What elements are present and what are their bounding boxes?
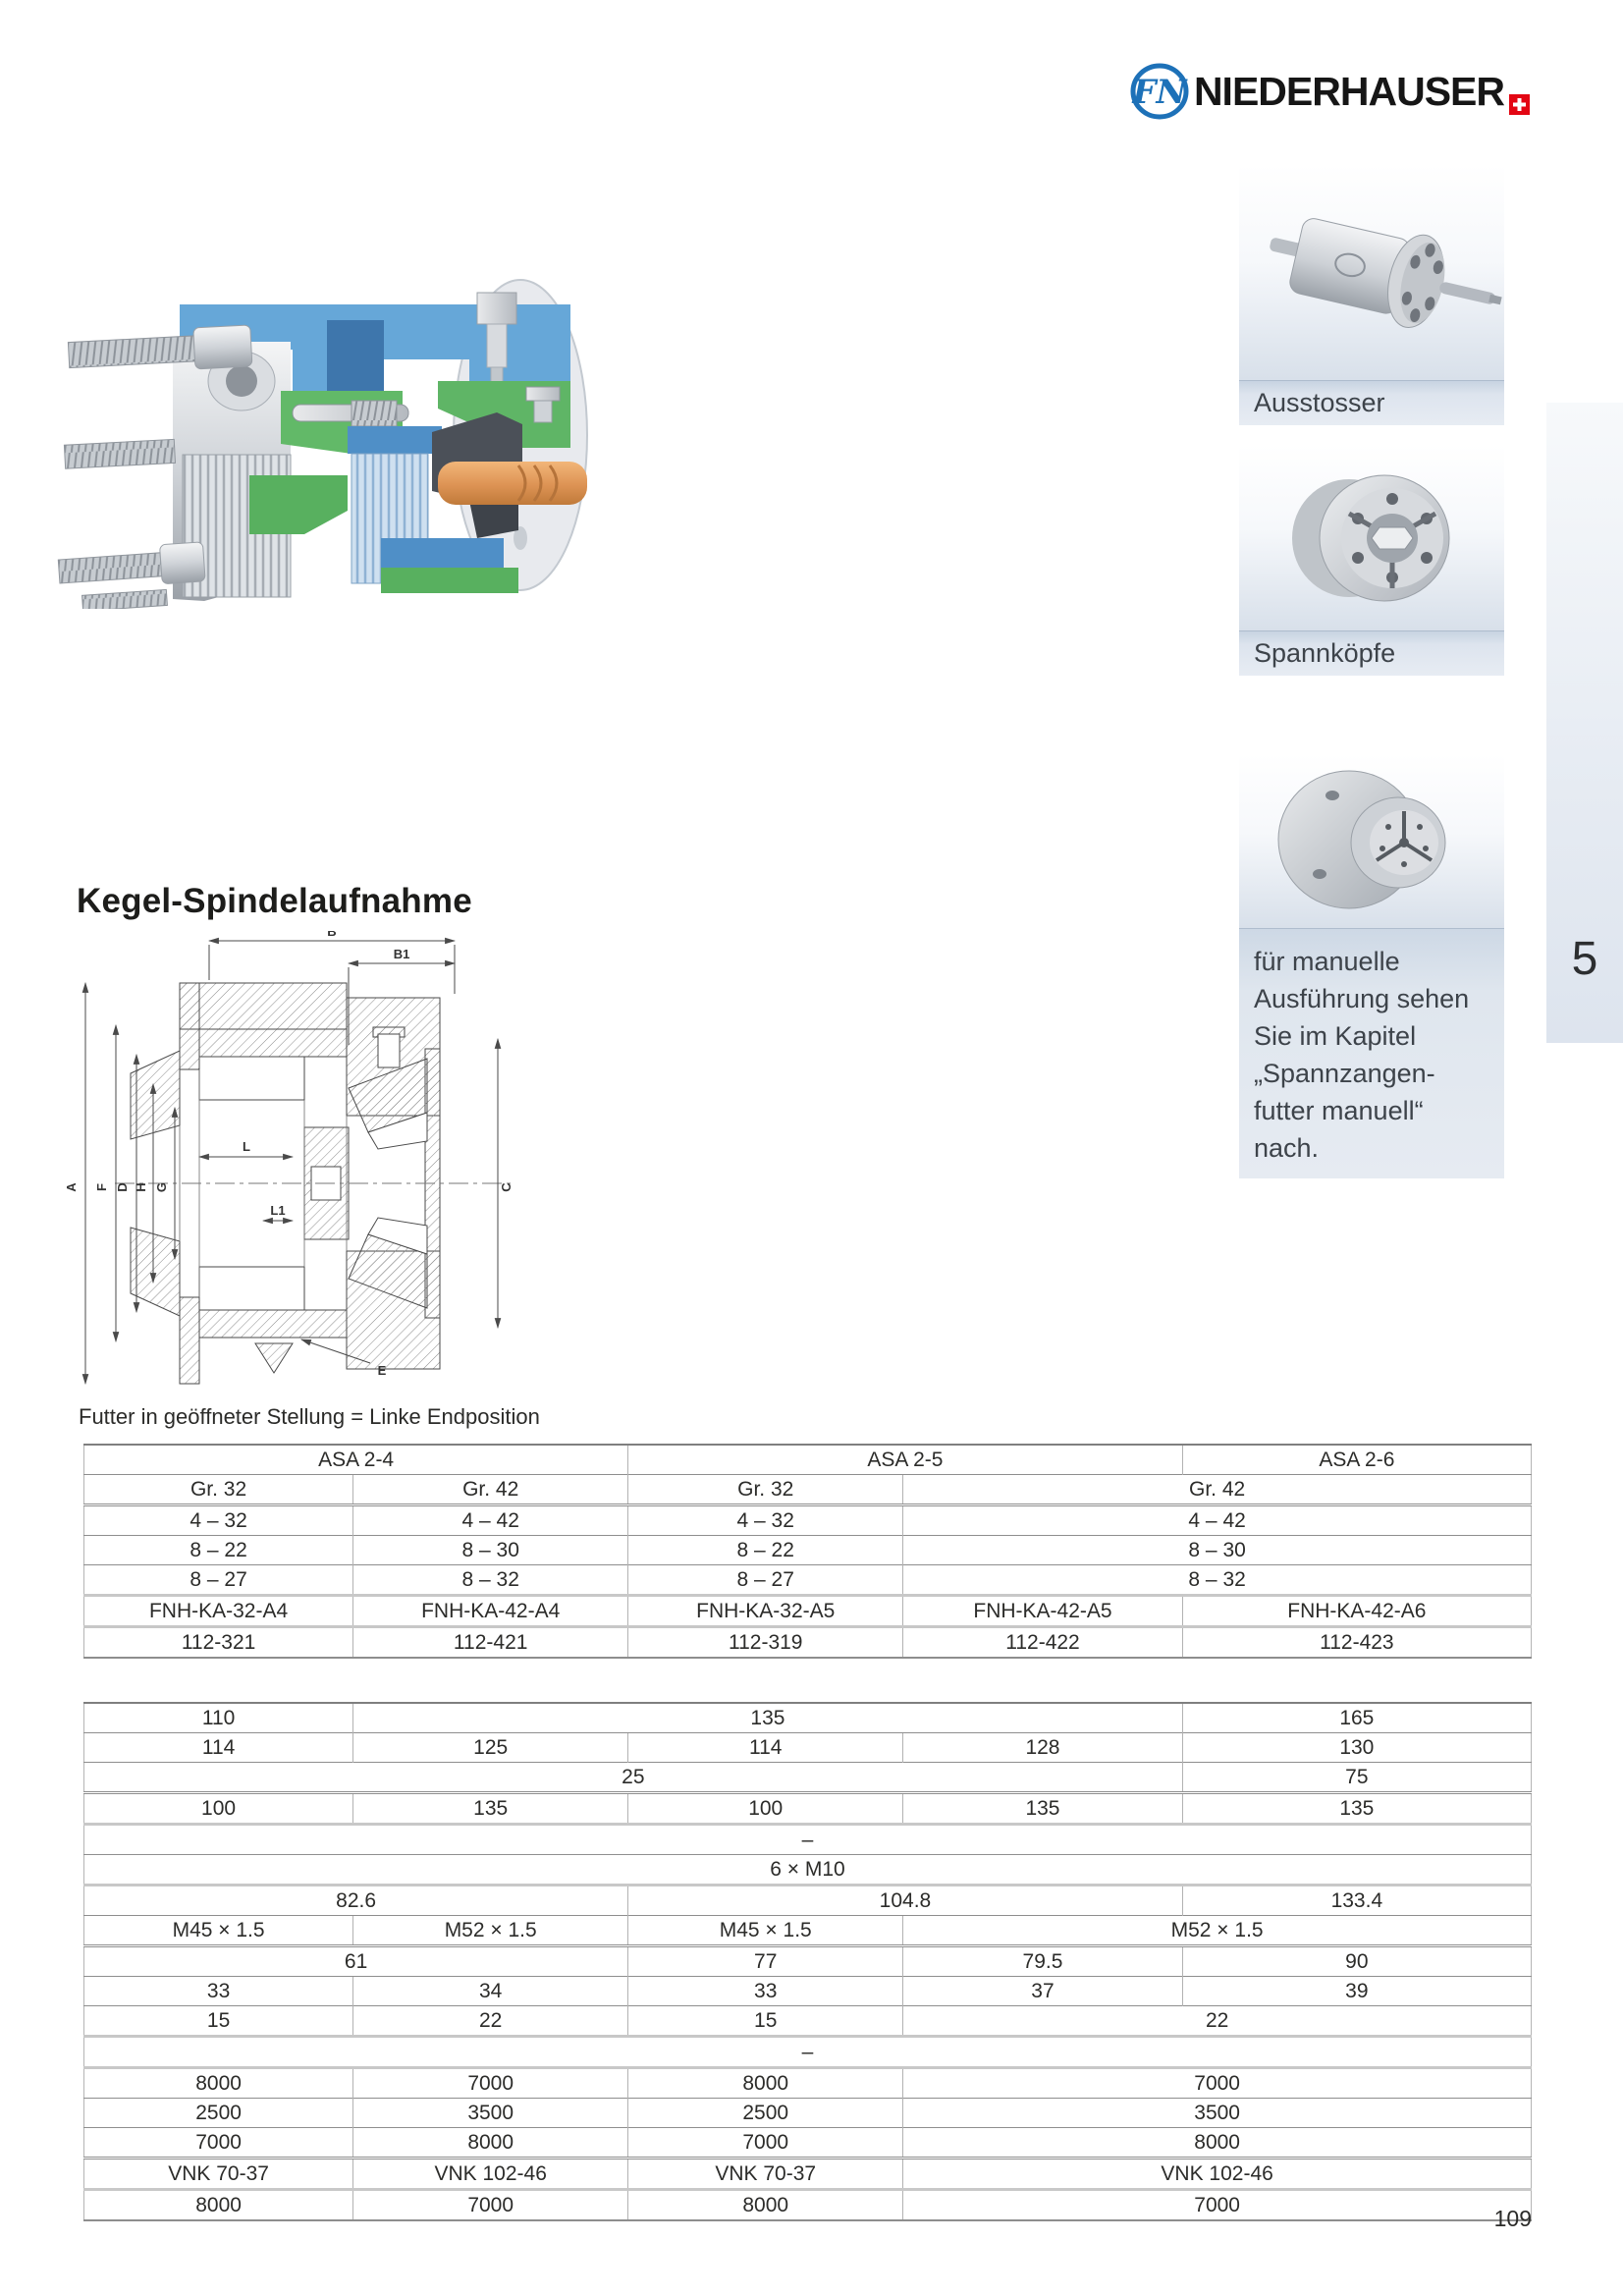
dim-label-e: E <box>377 1363 387 1378</box>
fn-monogram-icon <box>1129 61 1190 122</box>
table-cell: 100 <box>84 1793 353 1825</box>
table-cell: 8000 <box>903 2128 1532 2159</box>
dim-label-b: B <box>327 931 337 939</box>
table-cell: ASA 2-5 <box>628 1445 1183 1475</box>
dim-label-h: H <box>134 1182 148 1192</box>
note-line: „Spannzangen- <box>1254 1059 1435 1088</box>
table-row <box>84 1703 1532 1733</box>
spannkoepfe-image <box>1239 445 1504 630</box>
table-row <box>84 1627 1532 1659</box>
table-cell: 4 – 42 <box>353 1505 628 1536</box>
table-cell: 7000 <box>84 2128 353 2159</box>
table-cell: Gr. 32 <box>628 1475 903 1505</box>
table-cell: 165 <box>1182 1703 1531 1733</box>
table-row <box>84 1977 1532 2006</box>
product-cutaway-illustration <box>57 244 589 609</box>
table-cell: 8 – 22 <box>84 1536 353 1565</box>
manual-chuck-image <box>1239 754 1504 928</box>
table-cell: M45 × 1.5 <box>84 1916 353 1946</box>
table-row <box>84 2159 1532 2190</box>
table-cell: – <box>84 2037 1532 2068</box>
cap-screw-4 <box>82 589 168 609</box>
selection-table <box>83 1444 1532 1659</box>
dim-label-g: G <box>154 1181 169 1193</box>
table-cell: 8 – 32 <box>903 1565 1532 1596</box>
section-heading: Kegel-Spindelaufnahme <box>77 882 472 920</box>
table-cell: 79.5 <box>903 1946 1182 1977</box>
cutaway-chuck-render <box>57 244 589 609</box>
table-row <box>84 1855 1532 1886</box>
table-row <box>84 2068 1532 2099</box>
table-cell: FNH-KA-32-A5 <box>628 1596 903 1627</box>
ausstosser-image <box>1239 164 1504 380</box>
table-cell: 3500 <box>353 2099 628 2128</box>
table-cell: 8000 <box>353 2128 628 2159</box>
dim-label-a: A <box>64 1182 79 1192</box>
table-cell: VNK 70-37 <box>84 2159 353 2190</box>
table-row <box>84 1946 1532 1977</box>
table-cell: 135 <box>353 1703 1183 1733</box>
note-line: futter manuell“ nach. <box>1254 1096 1424 1163</box>
table-cell: 39 <box>1182 1977 1531 2006</box>
table-cell: Gr. 32 <box>84 1475 353 1505</box>
table-cell: 25 <box>84 1763 1183 1793</box>
table-cell: 15 <box>628 2006 903 2037</box>
table-cell: 2500 <box>628 2099 903 2128</box>
table-row <box>84 1475 1532 1505</box>
chapter-number: 5 <box>1571 933 1598 985</box>
table-cell: 104.8 <box>628 1886 1183 1916</box>
table-cell: 112-423 <box>1182 1627 1531 1659</box>
brand-logo <box>1129 61 1530 122</box>
brand-name: NIEDERHAUSER <box>1193 69 1504 114</box>
table-cell: FNH-KA-42-A6 <box>1182 1596 1531 1627</box>
table-cell: 37 <box>903 1977 1182 2006</box>
table-cell: 33 <box>84 1977 353 2006</box>
table-cell: M52 × 1.5 <box>353 1916 628 1946</box>
table-row <box>84 1793 1532 1825</box>
table-row <box>84 2099 1532 2128</box>
table-cell: 22 <box>353 2006 628 2037</box>
table-row <box>84 1916 1532 1946</box>
table-cell: M45 × 1.5 <box>628 1916 903 1946</box>
table-cell: 4 – 32 <box>84 1505 353 1536</box>
table-caption: Futter in geöffneter Stellung = Linke Endposition <box>79 1404 540 1429</box>
table-row <box>84 2190 1532 2221</box>
table-row <box>84 1886 1532 1916</box>
table-cell: M52 × 1.5 <box>903 1916 1532 1946</box>
table-cell: 7000 <box>353 2068 628 2099</box>
table-cell: FNH-KA-42-A4 <box>353 1596 628 1627</box>
table-row <box>84 1565 1532 1596</box>
sidebar-box-manual-note <box>1239 754 1504 1178</box>
table-cell: 110 <box>84 1703 353 1733</box>
sidebar-box-spannkoepfe <box>1239 445 1504 676</box>
table-cell: 133.4 <box>1182 1886 1531 1916</box>
table-cell: 7000 <box>353 2190 628 2221</box>
table-row <box>84 1763 1532 1793</box>
page-number: 109 <box>1493 2206 1532 2231</box>
manual-note-text <box>1239 928 1504 1178</box>
table-cell: 90 <box>1182 1946 1531 1977</box>
table-row <box>84 1505 1532 1536</box>
dim-label-b1: B1 <box>393 947 410 961</box>
table-cell: 7000 <box>903 2190 1532 2221</box>
fn-monogram-letters: FN <box>1132 73 1187 112</box>
table-cell: 7000 <box>628 2128 903 2159</box>
table-cell: 7000 <box>903 2068 1532 2099</box>
table-row <box>84 1733 1532 1763</box>
table-cell: 112-321 <box>84 1627 353 1659</box>
table-cell: 4 – 42 <box>903 1505 1532 1536</box>
note-line: Sie im Kapitel <box>1254 1021 1417 1051</box>
table-cell: 75 <box>1182 1763 1531 1793</box>
dim-label-f: F <box>94 1183 109 1191</box>
table-cell: 8 – 30 <box>353 1536 628 1565</box>
table-cell: 8 – 27 <box>628 1565 903 1596</box>
cap-screw-2 <box>64 439 175 468</box>
table-cell: 114 <box>628 1733 903 1763</box>
table-cell: 8 – 22 <box>628 1536 903 1565</box>
table-cell: FNH-KA-32-A4 <box>84 1596 353 1627</box>
table-cell: 33 <box>628 1977 903 2006</box>
table-cell: 135 <box>903 1793 1182 1825</box>
table-cell: 8000 <box>84 2190 353 2221</box>
table-row <box>84 2037 1532 2068</box>
table-cell: ASA 2-4 <box>84 1445 628 1475</box>
workpiece-bar <box>438 462 587 505</box>
table-cell: 8000 <box>628 2190 903 2221</box>
sidebar-box-ausstosser <box>1239 164 1504 425</box>
table-row <box>84 1536 1532 1565</box>
table-cell: 135 <box>353 1793 628 1825</box>
table-cell: – <box>84 1825 1532 1855</box>
table-cell: 8 – 30 <box>903 1536 1532 1565</box>
technical-drawing <box>54 931 550 1404</box>
table-cell: 125 <box>353 1733 628 1763</box>
table-cell: 34 <box>353 1977 628 2006</box>
dim-label-c: C <box>499 1182 514 1192</box>
table-cell: 128 <box>903 1733 1182 1763</box>
table-cell: 114 <box>84 1733 353 1763</box>
table-cell: 100 <box>628 1793 903 1825</box>
table-cell: Gr. 42 <box>903 1475 1532 1505</box>
table-cell: VNK 102-46 <box>353 2159 628 2190</box>
note-line: für manuelle <box>1254 947 1400 976</box>
table-cell: 112-422 <box>903 1627 1182 1659</box>
table-cell: 8000 <box>628 2068 903 2099</box>
table-cell: 8 – 27 <box>84 1565 353 1596</box>
table-cell: 8000 <box>84 2068 353 2099</box>
table-cell: 77 <box>628 1946 903 1977</box>
dimensions-table <box>83 1702 1532 2221</box>
table-cell: 22 <box>903 2006 1532 2037</box>
table-cell: 82.6 <box>84 1886 628 1916</box>
table-row <box>84 1596 1532 1627</box>
inner-sleeve-blue <box>348 426 442 454</box>
table-cell: VNK 102-46 <box>903 2159 1532 2190</box>
table-cell: 112-319 <box>628 1627 903 1659</box>
sidebar-label-ausstosser: Ausstosser <box>1239 380 1504 425</box>
table-row <box>84 1445 1532 1475</box>
dim-label-l1: L1 <box>270 1203 286 1218</box>
table-cell: 15 <box>84 2006 353 2037</box>
table-cell: 2500 <box>84 2099 353 2128</box>
table-row <box>84 2006 1532 2037</box>
table-cell: 6 × M10 <box>84 1855 1532 1886</box>
table-row <box>84 1825 1532 1855</box>
table-cell: 135 <box>1182 1793 1531 1825</box>
table-cell: FNH-KA-42-A5 <box>903 1596 1182 1627</box>
note-line: Ausführung sehen <box>1254 984 1470 1013</box>
sidebar-label-spannkoepfe: Spannköpfe <box>1239 630 1504 676</box>
table-cell: VNK 70-37 <box>628 2159 903 2190</box>
table-cell: ASA 2-6 <box>1182 1445 1531 1475</box>
table-cell: Gr. 42 <box>353 1475 628 1505</box>
table-row <box>84 2128 1532 2159</box>
dim-label-l: L <box>243 1139 250 1154</box>
dim-label-d: D <box>115 1182 130 1192</box>
table-cell: 112-421 <box>353 1627 628 1659</box>
table-cell: 61 <box>84 1946 628 1977</box>
table-cell: 4 – 32 <box>628 1505 903 1536</box>
table-cell: 130 <box>1182 1733 1531 1763</box>
table-cell: 8 – 32 <box>353 1565 628 1596</box>
swiss-flag-icon <box>1509 94 1530 115</box>
table-cell: 3500 <box>903 2099 1532 2128</box>
chapter-tab <box>1546 403 1623 1043</box>
